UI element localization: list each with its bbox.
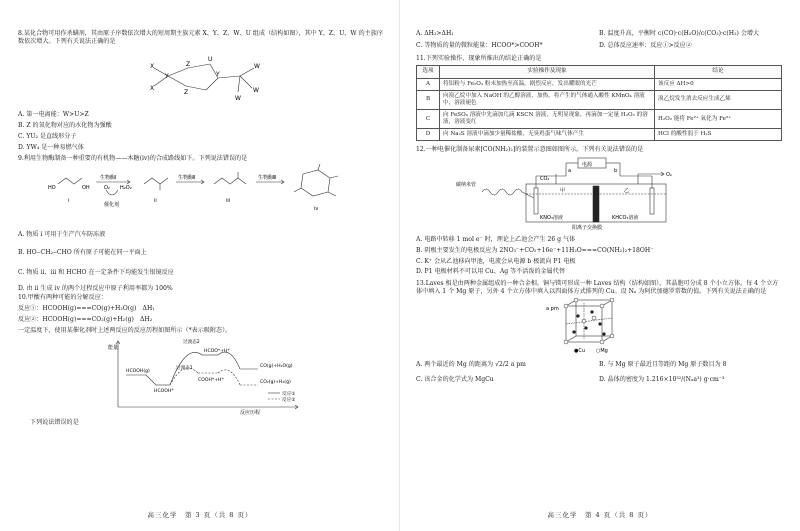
q10-option-c: C. 等物质的量的微粒能量：HCOO*>COOH* [416, 41, 543, 49]
q10-start-label: HCOOH(g) [126, 368, 150, 374]
q9-option-c: C. 物质 ii、iii 和 HCHO 在一定条件下均能发生银镜反应 [18, 268, 174, 276]
question-12 [416, 146, 782, 276]
right-page [400, 0, 800, 531]
q9-option-a: A. 物质 i 可用于生产汽车防冻液 [18, 231, 106, 239]
q9-label-ii: ii [154, 198, 157, 205]
q10-legend-2: 反应② [282, 397, 296, 403]
table-row [417, 78, 782, 90]
q13-option-c: C. 该合金的化学式为 MgCu [416, 376, 494, 384]
q12-catalyst-label: 碳纳米管 [456, 182, 477, 189]
q9-label-iv: iv [314, 206, 319, 213]
q10-product-1: CO(g)+H₂O(g) [260, 363, 293, 369]
q12-power-label: 电源 [582, 162, 593, 169]
question-10-stem: 10.甲酸有两种可能的分解反应： [18, 294, 107, 302]
question-8-stem: 8.某化合物可用作杀螨剂，其由原子序数依次增大的短周期主族元素 X、Y、Z、W、U 组成（结构如图），其中 Y、Z、U、W 的主族序数依次增大。下列有关说法正确的是 [18, 30, 383, 45]
q9-label-iii: iii [226, 198, 231, 205]
q10-ts1: 过渡态1 [176, 365, 193, 371]
question-11 [416, 55, 782, 142]
q9-option-d: D. 由 ii 生成 iv 的两个过程反应中原子利用率都为 100% [18, 284, 173, 292]
question-9 [18, 155, 386, 293]
atom-z-1: Z [186, 60, 191, 68]
q10-options-row-1 [416, 30, 782, 38]
q12-electrode-b: b [614, 168, 618, 175]
q10-ylabel: 能量 [108, 344, 119, 351]
q12-chamber-left: 甲 [560, 188, 566, 195]
q10-legend-1: 反应① [282, 391, 296, 397]
q12-option-a: A. 电路中转移 1 mol e⁻ 时，理论上乙池会产生 26 g 气体 [416, 236, 576, 244]
q10-hcoo-h: HCOO*+H* [204, 348, 230, 354]
q10-option-b: B. 温度升高，平衡时 c(CO)·c(H₂O)/c(CO₂)·c(H₂) 会增大 [599, 30, 760, 37]
q9-o2: O₂ [104, 185, 110, 192]
q11-cell-d-operation: 向 Na₂S 溶液中滴加少量稀盐酸，无臭鸡蛋气味气体产生 [440, 129, 655, 141]
q10-xlabel: 反应历程 [240, 409, 261, 416]
question-10 [18, 294, 386, 427]
q11-cell-a-option: A [417, 78, 440, 90]
q13-legend-mg: ○Mg [596, 347, 608, 354]
q9-label-i: i [68, 198, 70, 205]
question-13-stem: 13.Laves 相是由两种金属组成的一种合金相。铜与镁可形成一种 Laves 结构（结构如图），其晶胞可分成 8 个小立方体，每 4 个立方体中填入 1 个 Mg 原子，另外 4 个立方体中填入以四面体方式排列的 Cu。设 Nₐ 为阿伏加德罗常数的值。下列有关说法正确的是 [416, 280, 779, 296]
q11-cell-c-conclusion: H₂O₂ 能将 Fe²⁺ 氧化为 Fe³⁺ [655, 110, 782, 129]
atom-w-3: W [235, 94, 241, 102]
q12-chamber-right: 乙 [624, 188, 630, 195]
q9-h2o2: H₂O₂ [120, 185, 132, 192]
q10-ads-label: HCOOH* [154, 388, 174, 394]
q13-cell-edge-label: a pm [546, 305, 559, 312]
q12-electrolysis-diagram [416, 154, 782, 230]
question-11-stem: 11.下列实验操作、现象所推出的结论正确的是 [416, 54, 542, 62]
q11-cell-b-option: B [417, 90, 440, 109]
q13-option-b: B. 与 Mg 原子最近且等距的 Mg 原子数目为 8 [599, 360, 727, 368]
q8-option-d: D. YW₄ 是一种易燃气体 [18, 143, 84, 151]
q11-cell-c-option: C [417, 110, 440, 129]
q11-table [416, 65, 782, 141]
q11-cell-a-operation: 将铝粉与 Fe₂O₃ 粉末加热至高温，剧烈反应，发出耀眼的光芒 [440, 78, 655, 90]
q9-catalyst: 催化剂 [104, 202, 120, 209]
atom-y: Y [165, 72, 169, 80]
q11-cell-a-conclusion: 该反应 ΔH>0 [655, 78, 782, 90]
q8-option-b: B. Z 的氧化物对应的水化物为强酸 [18, 122, 112, 130]
q11-cell-c-operation: 向 FeSO₄ 溶液中先滴加几滴 KSCN 溶液，无明显现象，再滴加一定量 H₂O₂ 的溶液，溶液变红 [440, 110, 655, 129]
q12-gas-left: CO₂ [540, 176, 550, 183]
atom-u: U [208, 55, 213, 63]
q11-header-operation: 实验操作及现象 [440, 66, 655, 78]
question-12-stem: 12.一种电催化制备尿素[CO(NH₂)₂]的装置示意图如图所示。下列有关说法错误的是 [416, 146, 644, 154]
q10-reaction-2: 反应②：HCOOH(g)===CO₂(g)+H₂(g) ΔH₂ [18, 315, 153, 323]
q10-energy-profile [18, 335, 378, 417]
q12-electrode-a: a [568, 168, 572, 175]
q11-header-conclusion: 结论 [655, 66, 782, 78]
q9-enzyme-1: 生物酶Ⅰ [100, 175, 117, 182]
q11-cell-d-conclusion: HCl 的酸性弱于 H₂S [655, 129, 782, 141]
q13-option-d: D. 晶体的密度为 1.216×10³²/(Nₐa³) g·cm⁻³ [599, 376, 725, 384]
q8-option-c: C. YU₂ 是直线形分子 [18, 132, 77, 140]
q12-option-d: D. P1 电极材料不可以用 Cu、Ag 等不活泼的金属代替 [416, 268, 565, 276]
q9-label-i-ho: HO [48, 185, 56, 192]
q10-tail: 下列说法错误的是 [30, 419, 79, 427]
q12-solution-right: KHCO₃溶液 [612, 215, 639, 222]
q11-cell-b-conclusion: 溴乙烷发生消去反应生成乙烯 [655, 90, 782, 109]
q12-solution-left: KNO₃溶液 [540, 215, 563, 222]
q9-label-i-oh: OH [82, 185, 90, 192]
q8-option-a: A. 第一电离能：W>U>Z [18, 111, 89, 119]
q13-options-row-1 [416, 361, 782, 369]
q8-structure-diagram [18, 46, 378, 106]
q13-legend-cu: ●Cu [574, 347, 586, 354]
q9-enzyme-3: 生物酶Ⅲ [258, 175, 277, 182]
left-page-footer: 高三化学 第 3 页（共 8 页） [147, 510, 253, 519]
q13-option-a: A. 两个最近的 Mg 的距离为 √2/2 a pm [416, 360, 526, 368]
atom-x-1: X [150, 62, 155, 70]
atom-x-2: X [150, 84, 155, 92]
question-9-stem: 9.利用生物酶制备一种重要的有机物——木糖(iv)的合成路线如下。下列说法错误的是 [18, 154, 248, 162]
q10-option-d: D. 总体反应速率：反应①>反应② [599, 41, 692, 49]
atom-z-2: Z [184, 88, 189, 96]
q9-synthesis-route [18, 162, 378, 224]
q12-option-b: B. 阴极主要发生的电极反应为 2NO₃⁻+CO₂+16e⁻+11H₂O===CO(NH₂)₂+18OH⁻ [416, 246, 654, 254]
atom-w-2: W [253, 86, 259, 94]
q10-reaction-1: 反应①：HCOOH(g)===CO(g)+H₂O(g) ΔH₁ [18, 305, 155, 313]
q10-options-row-2 [416, 42, 782, 50]
q10-ts2: 过渡态2 [183, 339, 200, 345]
q12-gas-right: O₂ [666, 172, 672, 179]
atom-y-2: Y [216, 70, 220, 78]
q9-enzyme-2: 生物酶Ⅱ [178, 175, 196, 182]
q10-option-a: A. ΔH₂>ΔH₁ [416, 30, 454, 37]
q13-options-row-2 [416, 376, 782, 384]
q12-option-c: C. K⁺ 会从乙池移向甲池，电流会从电源 b 极流向 P1 电极 [416, 257, 576, 265]
atom-w-1: W [254, 62, 260, 70]
q12-membrane-label: 阳离子交换膜 [572, 225, 603, 231]
question-13 [416, 280, 782, 384]
q13-crystal-cell-diagram [416, 296, 782, 354]
question-8 [18, 30, 386, 152]
q10-cooh-h: COOH*+H* [198, 377, 224, 383]
table-row [417, 90, 782, 109]
q10-description: 一定温度下，使用某催化剂时上述两反应的反应历程如图所示（*表示吸附态）。 [18, 326, 232, 334]
right-page-footer: 高三化学 第 4 页（共 8 页） [547, 510, 653, 519]
table-row [417, 129, 782, 141]
table-row [417, 110, 782, 129]
q11-cell-b-operation: 向溴乙烷中加入 NaOH 的乙醇溶液，加热，将产生的气体通入酸性 KMnO₄ 溶液中，溶液褪色 [440, 90, 655, 109]
q10-product-2: CO₂(g)+H₂(g) [260, 379, 291, 385]
q11-cell-d-option: D [417, 129, 440, 141]
q9-option-b: B. HO‒CH₂‒CHO 所有原子可能在同一平面上 [18, 248, 147, 256]
q11-header-row [417, 66, 782, 78]
q11-header-option: 选项 [417, 66, 440, 78]
